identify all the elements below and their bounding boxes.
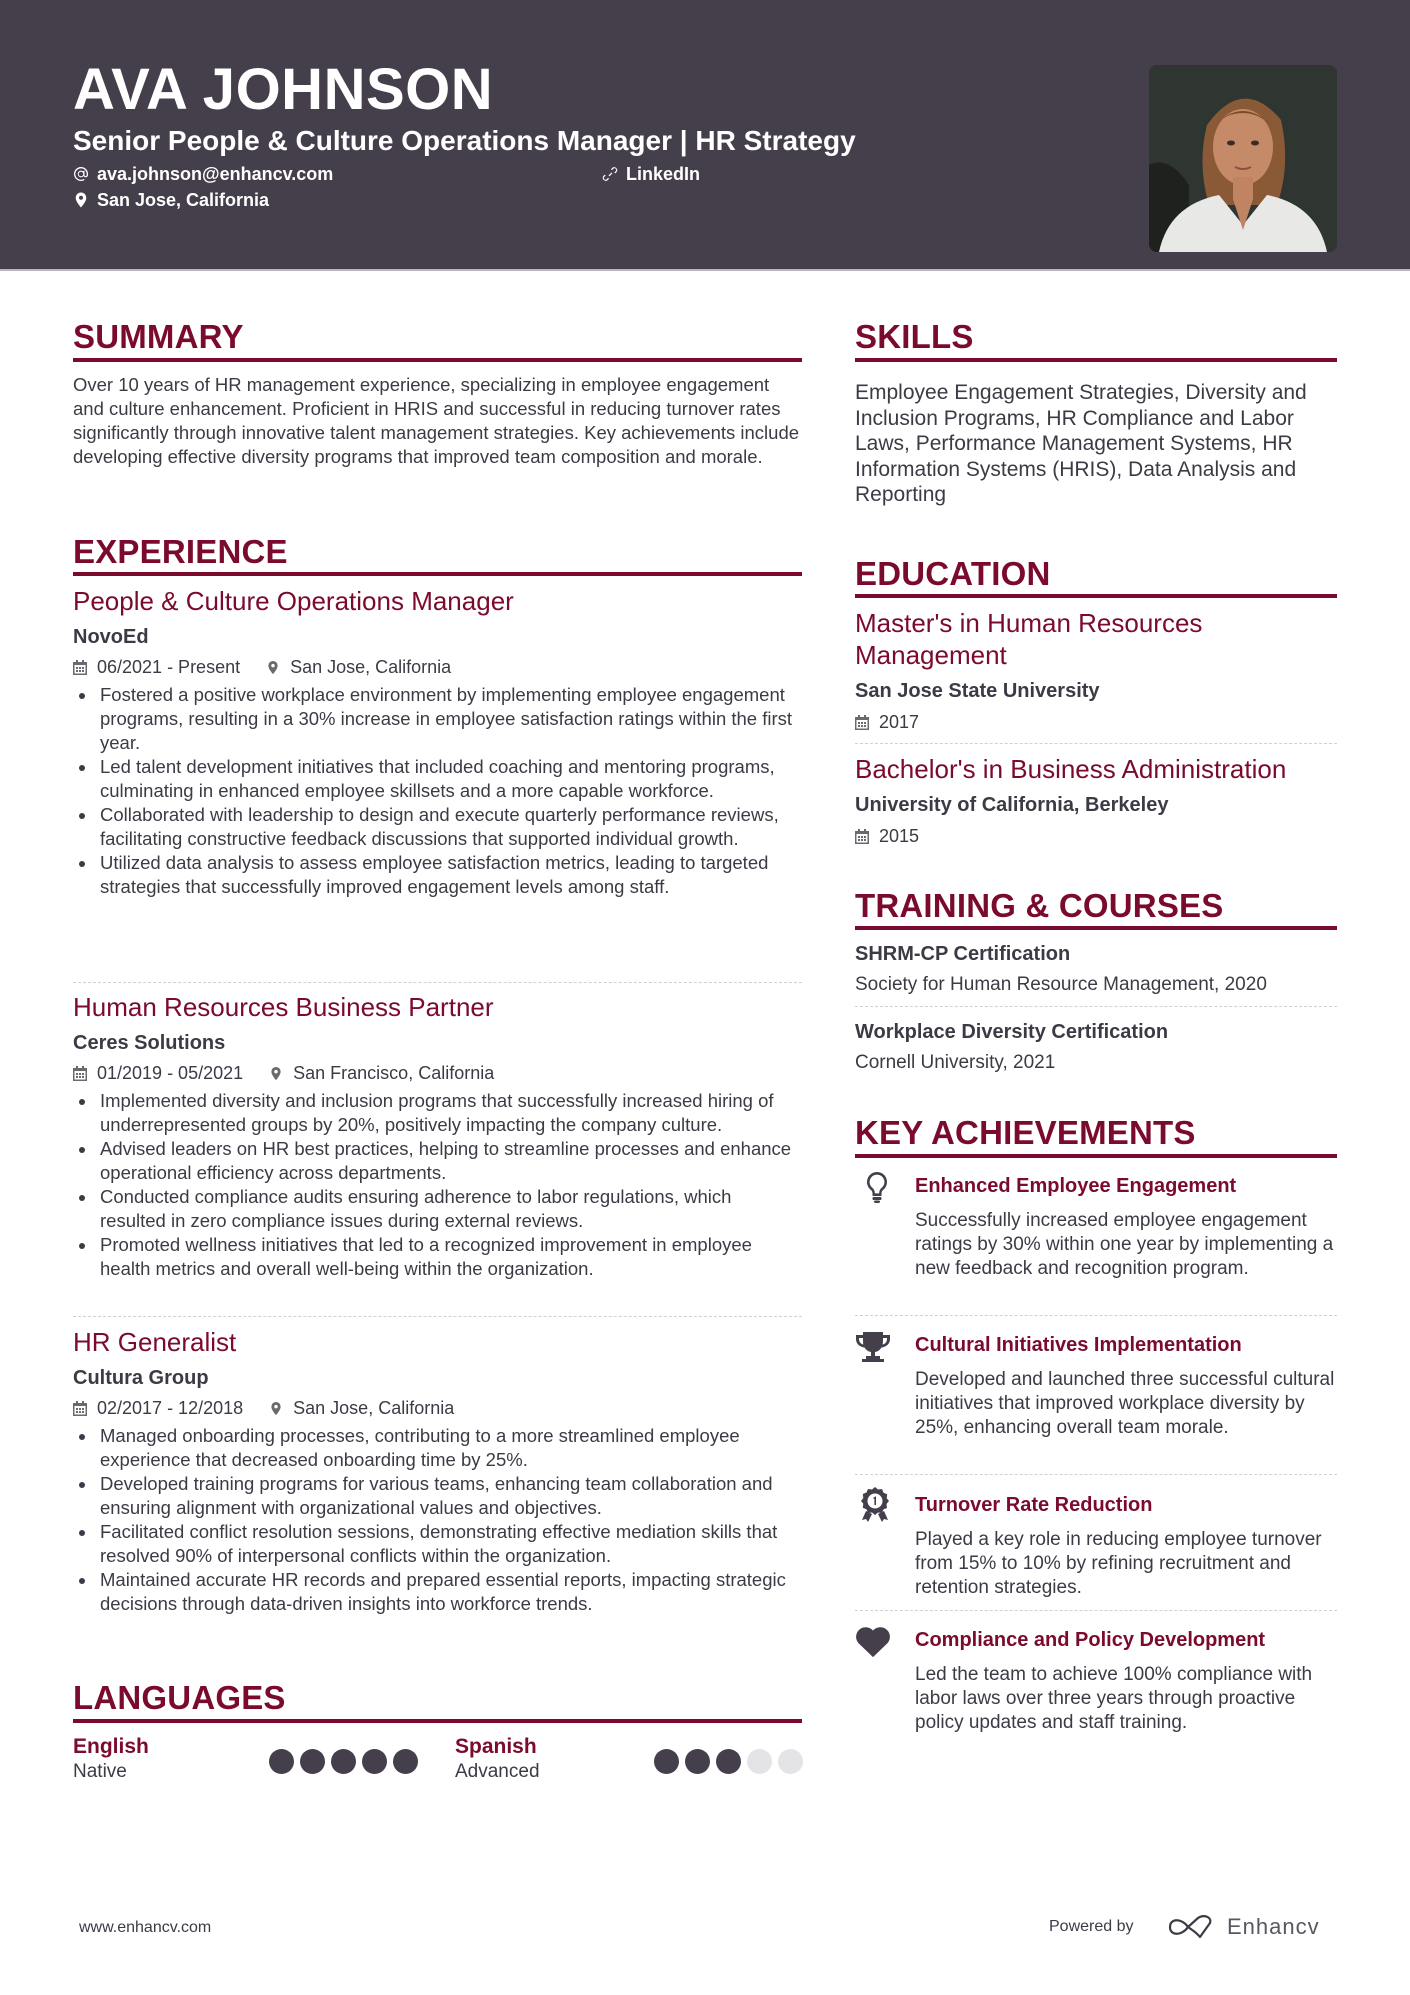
contact-linkedin[interactable] [602, 163, 700, 185]
achievement-separator [855, 1315, 1337, 1316]
job-title: People & Culture Operations Manager [73, 586, 514, 616]
candidate-headline: Senior People & Culture Operations Manager | HR Strategy [73, 125, 856, 156]
training-separator [855, 1006, 1337, 1007]
education-school: San Jose State University [855, 680, 1100, 702]
resume-header [0, 0, 1410, 271]
job-meta [73, 1397, 454, 1419]
experience-heading: EXPERIENCE [73, 533, 288, 570]
map-pin-icon [269, 1401, 283, 1416]
at-icon [73, 166, 89, 182]
course-title: Workplace Diversity Certification [855, 1021, 1169, 1043]
rating-dot-empty [778, 1749, 803, 1774]
training-divider [855, 926, 1337, 930]
contact-email[interactable] [73, 163, 333, 185]
bullet-item: Developed training programs for various teams, enhancing team collaboration and ensuring alignment with organizational values and objectives. [73, 1472, 802, 1520]
map-pin-icon [269, 1066, 283, 1081]
bullet-item: Collaborated with leadership to design and execute quarterly performance reviews, facilitating constructive feedback discussions that supported individual growth. [73, 803, 802, 851]
contact-location [73, 189, 269, 211]
job-dates: 06/2021 - Present [97, 657, 241, 677]
skills-heading: SKILLS [855, 318, 974, 355]
training-heading: TRAINING & COURSES [855, 887, 1224, 924]
calendar-icon [73, 1066, 87, 1081]
achievement-title: Compliance and Policy Development [915, 1629, 1266, 1651]
footer-website-link[interactable]: www.enhancv.com [79, 1919, 212, 1936]
language-name: Spanish [455, 1735, 537, 1758]
email-text: ava.johnson@enhancv.com [97, 164, 334, 184]
job-bullets [73, 1089, 802, 1281]
achievement-title: Enhanced Employee Engagement [915, 1175, 1237, 1197]
education-school: University of California, Berkeley [855, 794, 1169, 816]
award-ribbon-icon [857, 1486, 893, 1522]
rating-dot-filled [393, 1749, 418, 1774]
job-meta [73, 656, 451, 678]
summary-heading: SUMMARY [73, 318, 244, 355]
calendar-icon [855, 715, 869, 730]
rating-dot-filled [362, 1749, 387, 1774]
linkedin-text: LinkedIn [626, 164, 701, 184]
bullet-item: Utilized data analysis to assess employee satisfaction metrics, leading to targeted strategies that successfully improved engagement levels among staff. [73, 851, 802, 899]
candidate-name: AVA JOHNSON [73, 57, 494, 122]
language-level: Advanced [455, 1761, 540, 1782]
achievement-separator [855, 1474, 1337, 1475]
achievement-description: Played a key role in reducing employee turnover from 15% to 10% by refining recruitment and retention strategies. [915, 1529, 1322, 1598]
education-degree: Bachelor's in Business Administration [855, 754, 1287, 784]
bullet-item: Managed onboarding processes, contributing to a more streamlined employee experience that decreased onboarding time by 25%. [73, 1424, 802, 1472]
job-meta [73, 1062, 494, 1084]
bullet-item: Led talent development initiatives that included coaching and mentoring programs, culminating in enhanced employee skillsets and a more capable workforce. [73, 755, 802, 803]
achievement-description: Successfully increased employee engagement ratings by 30% within one year by implementing a new feedback and recognition program. [915, 1210, 1334, 1279]
year-text: 2017 [879, 712, 920, 732]
map-pin-icon [266, 660, 280, 675]
education-heading: EDUCATION [855, 555, 1051, 592]
achievement-title: Turnover Rate Reduction [915, 1494, 1153, 1516]
course-provider: Society for Human Resource Management, 2020 [855, 974, 1267, 995]
bullet-item: Implemented diversity and inclusion programs that successfully increased hiring of underrepresented groups by 20%, positively impacting the company culture. [73, 1089, 802, 1137]
job-title: HR Generalist [73, 1327, 237, 1357]
rating-dot-filled [685, 1749, 710, 1774]
achievement-separator [855, 1610, 1337, 1611]
education-separator [855, 743, 1337, 744]
education-year [855, 825, 919, 847]
education-year [855, 711, 919, 733]
languages-divider [73, 1719, 802, 1723]
bullet-item: Conducted compliance audits ensuring adherence to labor regulations, which resulted in zero compliance issues during external reviews. [73, 1185, 802, 1233]
course-provider: Cornell University, 2021 [855, 1052, 1056, 1073]
skills-text: Employee Engagement Strategies, Diversity and Inclusion Programs, HR Compliance and Labor Laws, Performance Management Systems, HR Information Systems (HRIS), Data Analysis and Reporting [855, 381, 1307, 506]
bullet-item: Fostered a positive workplace environment by implementing employee engagement programs, resulting in a 30% increase in employee satisfaction ratings within the first year. [73, 683, 802, 755]
experience-divider [73, 572, 802, 576]
rating-dot-filled [654, 1749, 679, 1774]
achievements-heading: KEY ACHIEVEMENTS [855, 1114, 1196, 1151]
achievement-description: Developed and launched three successful cultural initiatives that improved workplace diversity by 25%, enhancing overall team morale. [915, 1369, 1335, 1438]
calendar-icon [73, 1401, 87, 1416]
job-bullets [73, 1424, 802, 1616]
language-name: English [73, 1735, 149, 1758]
languages-heading: LANGUAGES [73, 1679, 286, 1716]
job-dates: 01/2019 - 05/2021 [97, 1063, 244, 1083]
calendar-icon [73, 660, 87, 675]
language-level: Native [73, 1761, 127, 1782]
education-degree: Master's in Human Resources Management [855, 608, 1203, 670]
job-dates: 02/2017 - 12/2018 [97, 1398, 244, 1418]
bullet-item: Maintained accurate HR records and prepared essential reports, impacting strategic decisions through data-driven insights into workforce trends. [73, 1568, 802, 1616]
education-divider [855, 594, 1337, 598]
rating-dot-filled [269, 1749, 294, 1774]
enhancv-logo-icon [1168, 1914, 1216, 1940]
trophy-icon [855, 1329, 891, 1365]
job-location: San Jose, California [293, 1398, 455, 1418]
link-icon [602, 166, 618, 182]
lightbulb-icon [859, 1169, 895, 1205]
skills-divider [855, 358, 1337, 362]
summary-text: Over 10 years of HR management experience, specializing in employee engagement and culture enhancement. Proficient in HRIS and successful in reducing turnover rates significantly through innovative talent management strategies. Key achievements include developing effective diversity programs that improved team composition and morale. [73, 374, 800, 467]
footer-powered-by: Powered by [1049, 1918, 1134, 1935]
summary-divider [73, 358, 802, 362]
job-title: Human Resources Business Partner [73, 992, 494, 1022]
company-name: NovoEd [73, 626, 149, 648]
achievements-divider [855, 1154, 1337, 1158]
footer-brand: Enhancv [1227, 1914, 1320, 1939]
achievement-description: Led the team to achieve 100% compliance with labor laws over three years through proactive policy updates and staff training. [915, 1664, 1313, 1733]
job-separator [73, 1316, 802, 1317]
job-separator [73, 982, 802, 983]
achievement-title: Cultural Initiatives Implementation [915, 1334, 1242, 1356]
bullet-item: Advised leaders on HR best practices, helping to streamline processes and enhance operational efficiency across departments. [73, 1137, 802, 1185]
rating-dot-filled [300, 1749, 325, 1774]
calendar-icon [855, 829, 869, 844]
language-rating [269, 1749, 418, 1774]
bullet-item: Facilitated conflict resolution sessions, demonstrating effective mediation skills that resolved 90% of interpersonal conflicts within the organization. [73, 1520, 802, 1568]
company-name: Ceres Solutions [73, 1032, 226, 1054]
year-text: 2015 [879, 826, 920, 846]
language-rating [654, 1749, 803, 1774]
rating-dot-filled [716, 1749, 741, 1774]
location-text: San Jose, California [97, 190, 270, 210]
bullet-item: Promoted wellness initiatives that led to a recognized improvement in employee health metrics and overall well-being within the organization. [73, 1233, 802, 1281]
profile-photo [1149, 65, 1337, 252]
rating-dot-filled [331, 1749, 356, 1774]
job-location: San Jose, California [290, 657, 452, 677]
heart-icon [855, 1624, 891, 1660]
map-pin-icon [73, 192, 89, 208]
company-name: Cultura Group [73, 1367, 209, 1389]
job-bullets [73, 683, 802, 899]
job-location: San Francisco, California [293, 1063, 495, 1083]
course-title: SHRM-CP Certification [855, 943, 1071, 965]
rating-dot-empty [747, 1749, 772, 1774]
